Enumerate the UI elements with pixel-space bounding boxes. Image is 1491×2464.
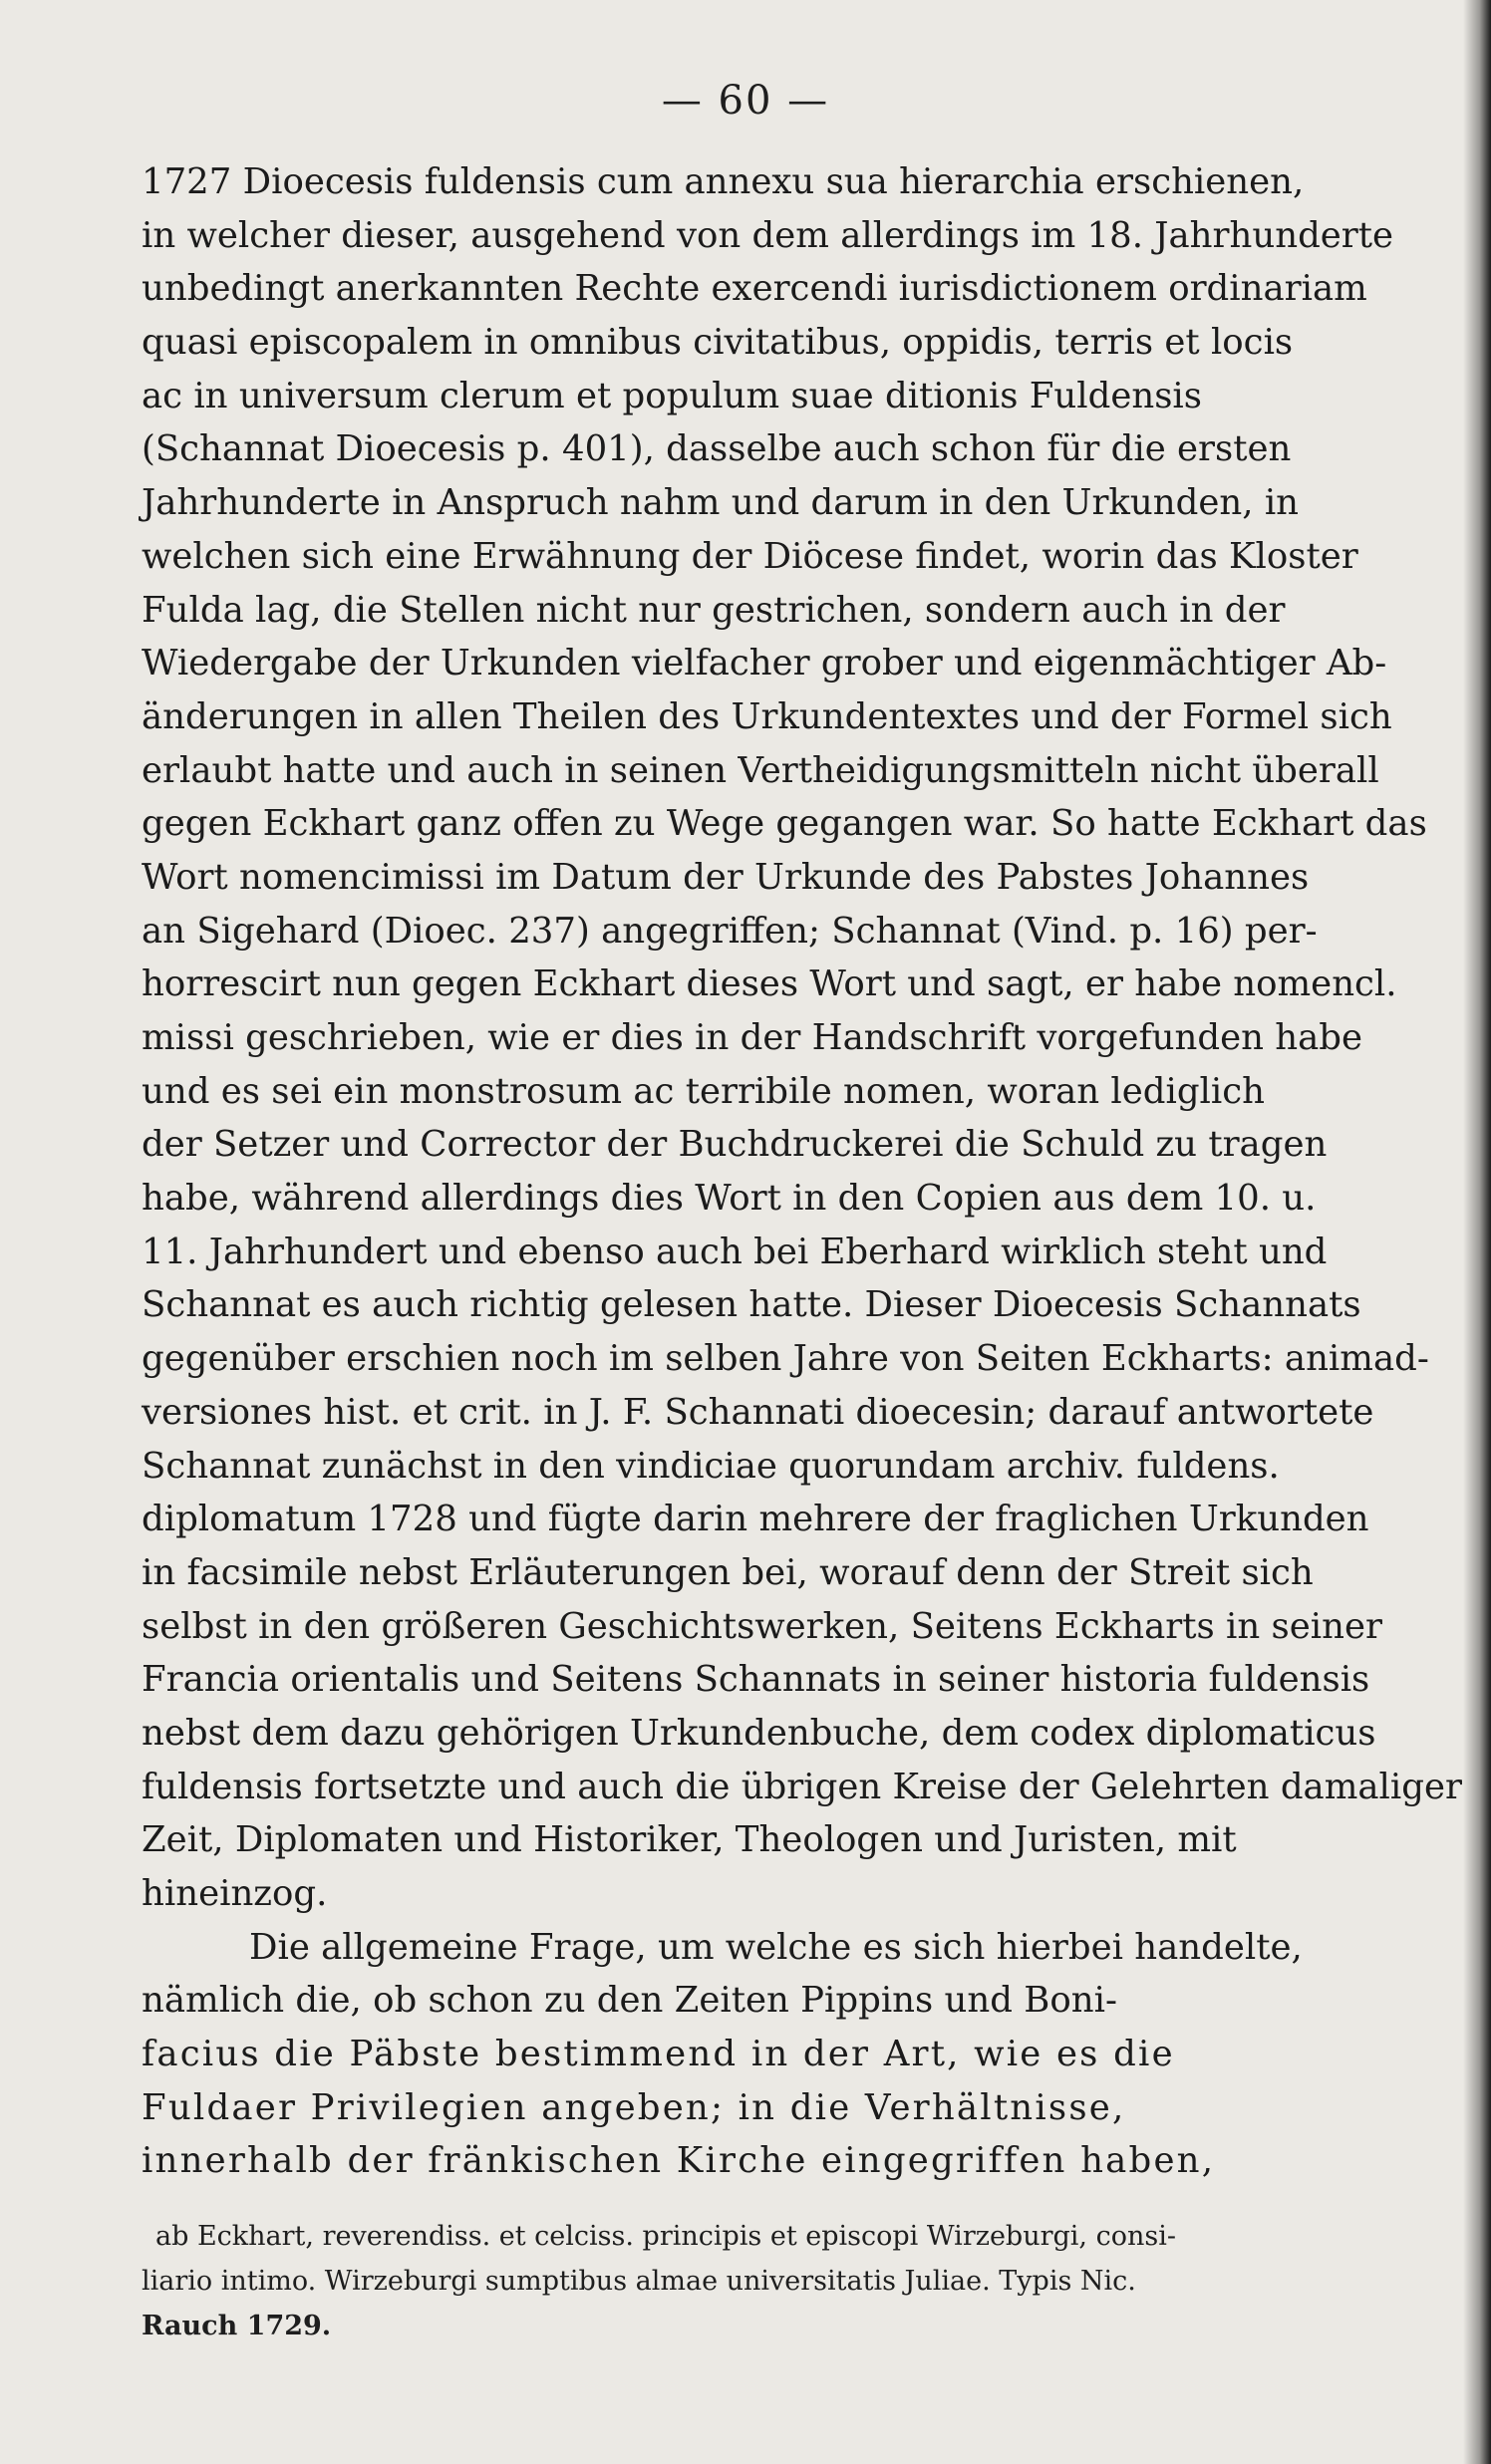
text-line: gegenüber erschien noch im selben Jahre von Seiten Eckharts: animad- [142,1338,1429,1380]
footnote-line: liario intimo. Wirzeburgi sumptibus almae universitatis Juliae. Typis Nic. [142,2266,1136,2297]
text-line: Schannat es auch richtig gelesen hatte. Dieser Dioecesis Schannats [142,1284,1361,1326]
text-line: änderungen in allen Theilen des Urkundentextes und der Formel sich [142,695,1392,737]
text-line: unbedingt anerkannten Rechte exercendi iurisdictionem ordinariam [142,268,1367,310]
text-line: erlaubt hatte und auch in seinen Vertheidigungsmitteln nicht überall [142,749,1379,791]
footnote-line: Rauch 1729. [142,2311,332,2341]
page-number: — 60 — [661,78,830,124]
text-line: (Schannat Dioecesis p. 401), dasselbe auch schon für die ersten [142,428,1292,470]
text-line: versiones hist. et crit. in J. F. Schannati dioecesin; darauf antwortete [142,1391,1374,1433]
text-line: ac in universum clerum et populum suae ditionis Fuldensis [142,375,1202,416]
emphasized-line: facius die Päbste bestimmend in der Art, wie es die [142,2034,1175,2075]
emphasized-line: Fuldaer Privilegien angeben; in die Verhältnisse, [142,2086,1126,2128]
text-line: in welcher dieser, ausgehend von dem allerdings im 18. Jahrhunderte [142,214,1394,256]
text-line: Zeit, Diplomaten und Historiker, Theologen und Juristen, mit [142,1819,1237,1861]
text-line: fuldensis fortsetzte und auch die übrigen Kreise der Gelehrten damaliger [142,1766,1462,1807]
text-line: horrescirt nun gegen Eckhart dieses Wort und sagt, er habe nomencl. [142,963,1397,1005]
footnote-line: ab Eckhart, reverendiss. et celciss. principis et episcopi Wirzeburgi, consi- [155,2221,1176,2252]
paragraph-start-line: Die allgemeine Frage, um welche es sich hierbei handelte, [249,1926,1303,1968]
text-line: hineinzog. [142,1873,328,1914]
text-line: diplomatum 1728 und fügte darin mehrere der fraglichen Urkunden [142,1499,1369,1540]
text-line: selbst in den größeren Geschichtswerken, Seitens Eckharts in seiner [142,1605,1382,1647]
text-line: Francia orientalis und Seitens Schannats in seiner historia fuldensis [142,1659,1370,1701]
text-line: quasi episcopalem in omnibus civitatibus, oppidis, terris et locis [142,322,1294,364]
text-line: habe, während allerdings dies Wort in den Copien aus dem 10. u. [142,1178,1317,1220]
text-line: und es sei ein monstrosum ac terribile nomen, woran lediglich [142,1070,1266,1112]
text-line: Wiedergabe der Urkunden vielfacher grober und eigenmächtiger Ab- [142,643,1387,684]
body-text [142,155,1462,2188]
text-line: in facsimile nebst Erläuterungen bei, worauf denn der Streit sich [142,1551,1314,1593]
text-line: Fulda lag, die Stellen nicht nur gestrichen, sondern auch in der [142,589,1286,631]
text-line: der Setzer und Corrector der Buchdruckerei die Schuld zu tragen [142,1124,1328,1166]
emphasized-line: innerhalb der fränkischen Kirche eingegriffen haben, [142,2140,1216,2182]
text-line: 1727 Dioecesis fuldensis cum annexu sua hierarchia erschienen, [142,161,1305,202]
text-line: nämlich die, ob schon zu den Zeiten Pippins und Boni- [142,1980,1117,2022]
text-line: nebst dem dazu gehörigen Urkundenbuche, dem codex diplomaticus [142,1712,1376,1754]
page-edge-shadow [1463,0,1491,2464]
text-line: Wort nomencimissi im Datum der Urkunde des Pabstes Johannes [142,856,1310,898]
text-line: Schannat zunächst in den vindiciae quorundam archiv. fuldens. [142,1445,1280,1487]
text-line: an Sigehard (Dioec. 237) angegriffen; Schannat (Vind. p. 16) per- [142,910,1318,952]
text-line: welchen sich eine Erwähnung der Diöcese findet, worin das Kloster [142,535,1358,577]
footnote [142,2214,1377,2348]
text-line: 11. Jahrhundert und ebenso auch bei Eberhard wirklich steht und [142,1231,1328,1272]
text-line: Jahrhunderte in Anspruch nahm und darum in den Urkunden, in [142,482,1300,524]
text-line: gegen Eckhart ganz offen zu Wege gegangen war. So hatte Eckhart das [142,803,1427,845]
text-line: missi geschrieben, wie er dies in der Handschrift vorgefunden habe [142,1017,1362,1058]
